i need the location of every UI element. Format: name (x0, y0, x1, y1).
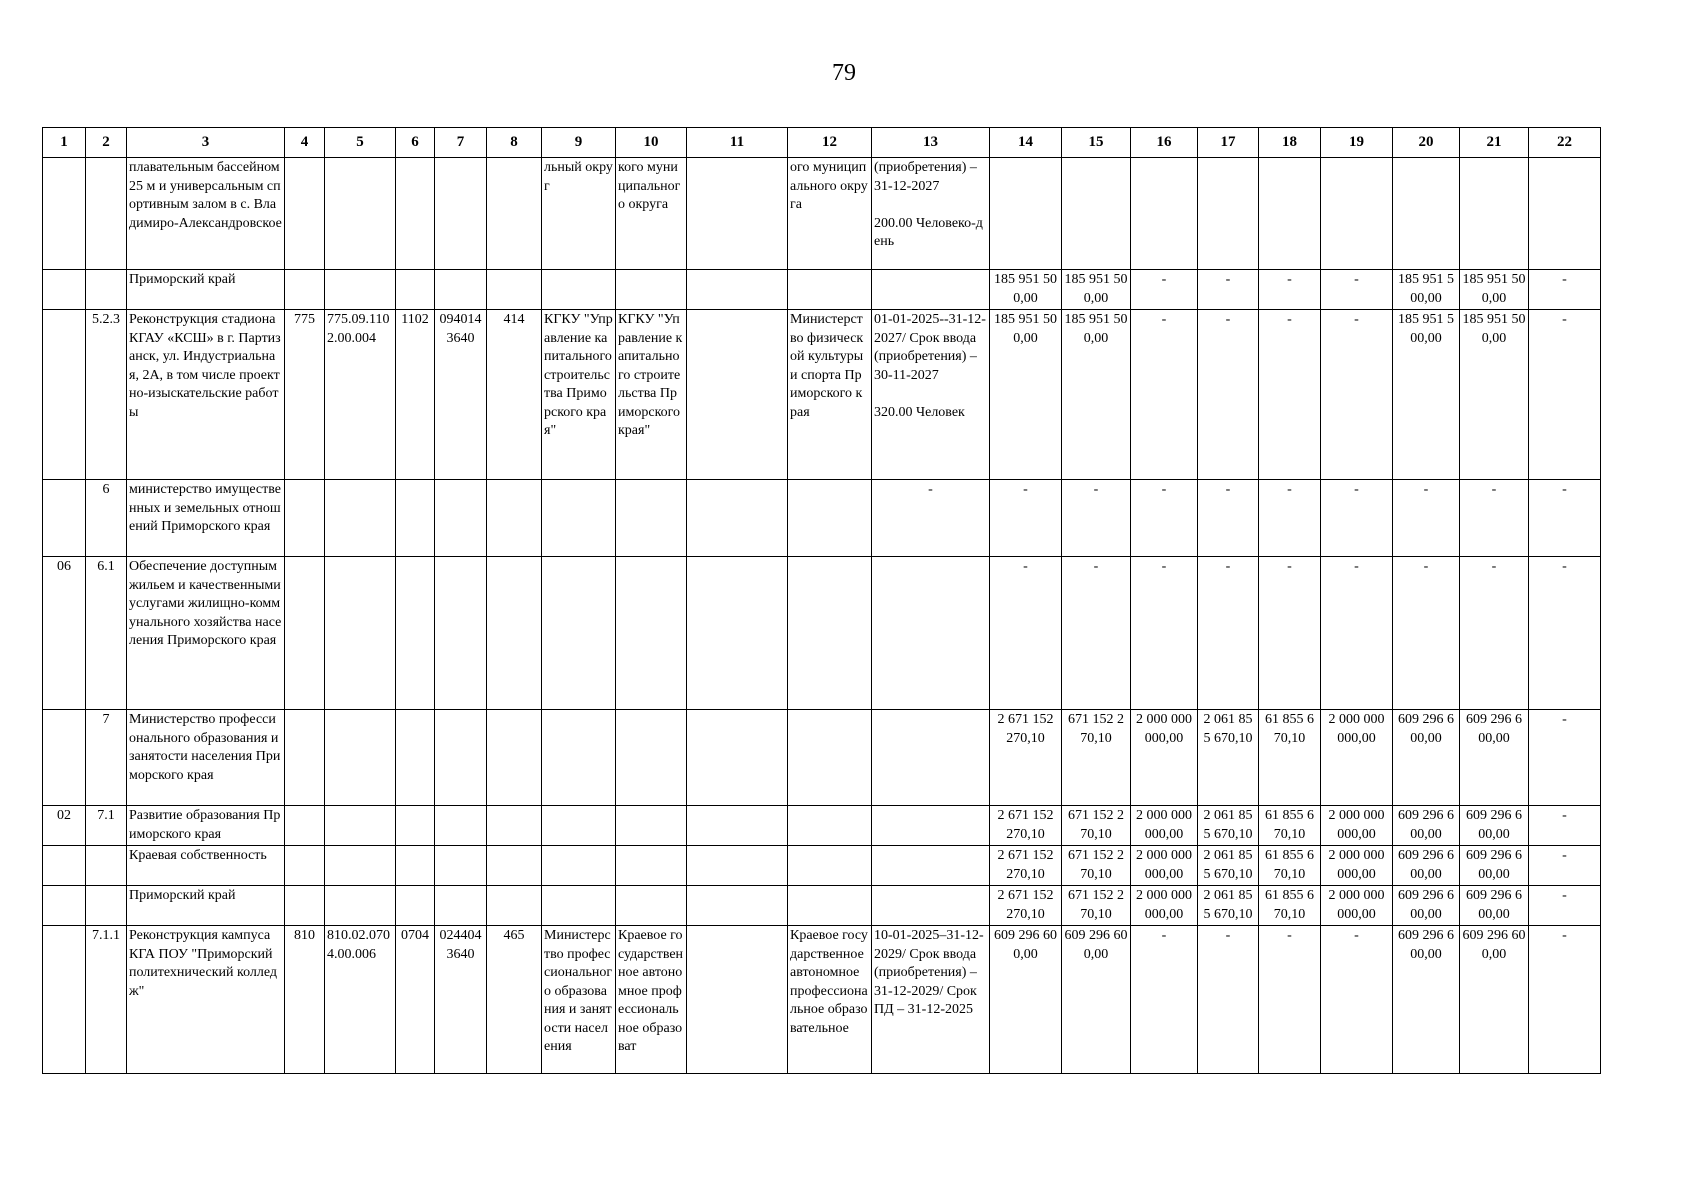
amount-cell: - (1259, 557, 1321, 710)
table-cell (435, 806, 487, 846)
amount-cell: 2 061 85 5 670,10 (1198, 886, 1259, 926)
amount-cell: - (1460, 557, 1529, 710)
amount-cell: - (1259, 310, 1321, 480)
header-cell: 10 (616, 128, 687, 158)
table-cell: КГКУ "Управление капитального строительства Приморского края" (542, 310, 616, 480)
term-cell: 01-01-2025--31-12-2027/ Срок ввода (приобретения) – 30-11-2027 320.00 Человек (872, 310, 990, 480)
table-cell (872, 886, 990, 926)
header-cell: 18 (1259, 128, 1321, 158)
table-cell (1198, 158, 1259, 270)
table-cell (396, 710, 435, 806)
object-name-cell: Краевая собственность (127, 846, 285, 886)
table-cell (542, 557, 616, 710)
table-cell (616, 557, 687, 710)
table-cell (325, 710, 396, 806)
amount-cell: 185 951 500,00 (1393, 310, 1460, 480)
table-cell (788, 557, 872, 710)
table-cell (285, 710, 325, 806)
amount-cell: - (1529, 806, 1601, 846)
amount-cell: 61 855 6 70,10 (1259, 886, 1321, 926)
table-cell (487, 270, 542, 310)
object-name-cell: Реконструкция стадиона КГАУ «КСШ» в г. Партизанск, ул. Индустриальная, 2А, в том числе проектно-изыскательские работы (127, 310, 285, 480)
term-cell: - (872, 480, 990, 557)
object-name-cell: Развитие образования Приморского края (127, 806, 285, 846)
table-cell (542, 480, 616, 557)
table-cell (788, 710, 872, 806)
amount-cell: 185 951 500,00 (1460, 310, 1529, 480)
amount-cell: - (1062, 480, 1131, 557)
table-row (43, 806, 1601, 846)
table-cell: 465 (487, 926, 542, 1074)
amount-cell: 2 000 000 000,00 (1131, 886, 1198, 926)
table-cell: Краевое государственное автономное профессиональное образоват (616, 926, 687, 1074)
table-cell (43, 710, 86, 806)
amount-cell: 609 296 6 00,00 (1460, 710, 1529, 806)
table-cell (1062, 158, 1131, 270)
amount-cell: - (1198, 557, 1259, 710)
table-cell (435, 886, 487, 926)
table-cell (285, 158, 325, 270)
amount-cell: - (1529, 710, 1601, 806)
table-cell (435, 557, 487, 710)
header-cell: 20 (1393, 128, 1460, 158)
amount-cell: 61 855 6 70,10 (1259, 846, 1321, 886)
table-cell: 810 (285, 926, 325, 1074)
header-cell: 3 (127, 128, 285, 158)
amount-cell: - (1321, 270, 1393, 310)
table-row (43, 310, 1601, 480)
table-cell (487, 710, 542, 806)
object-name-cell: Приморский край (127, 270, 285, 310)
term-cell: (приобретения) – 31-12-2027 200.00 Человеко-день (872, 158, 990, 270)
header-cell: 14 (990, 128, 1062, 158)
amount-cell: 2 000 000 000,00 (1321, 846, 1393, 886)
amount-cell: 2 000 000 000,00 (1321, 710, 1393, 806)
amount-cell: 609 296 600,00 (1460, 926, 1529, 1074)
header-cell: 19 (1321, 128, 1393, 158)
amount-cell: - (1198, 270, 1259, 310)
amount-cell: 185 951 500,00 (1062, 270, 1131, 310)
row-number-cell: 7.1.1 (86, 926, 127, 1074)
table-cell (687, 710, 788, 806)
table-cell (616, 270, 687, 310)
table-row (43, 710, 1601, 806)
table-cell (396, 270, 435, 310)
amount-cell: - (1393, 480, 1460, 557)
amount-cell: - (1131, 270, 1198, 310)
header-cell: 17 (1198, 128, 1259, 158)
amount-cell: - (1529, 310, 1601, 480)
table-cell (285, 806, 325, 846)
table-cell (616, 710, 687, 806)
amount-cell: 671 152 2 70,10 (1062, 710, 1131, 806)
table-cell (86, 270, 127, 310)
table-cell (43, 926, 86, 1074)
amount-cell: - (1393, 557, 1460, 710)
table-cell (687, 480, 788, 557)
table-cell: 1102 (396, 310, 435, 480)
table-cell (687, 270, 788, 310)
table-cell: ого муниципального округа (788, 158, 872, 270)
table-cell (487, 886, 542, 926)
amount-cell: - (1321, 310, 1393, 480)
table-cell (687, 886, 788, 926)
amount-cell: 609 296 6 00,00 (1460, 846, 1529, 886)
table-cell (285, 557, 325, 710)
amount-cell: 185 951 500,00 (1062, 310, 1131, 480)
amount-cell: 609 296 600,00 (1062, 926, 1131, 1074)
amount-cell: 2 000 000 000,00 (1321, 886, 1393, 926)
table-cell (616, 480, 687, 557)
table-cell (1131, 158, 1198, 270)
code-cell: 0244043640 (435, 926, 487, 1074)
table-cell (788, 806, 872, 846)
table-cell (325, 158, 396, 270)
amount-cell: - (990, 557, 1062, 710)
amount-cell: - (1529, 557, 1601, 710)
header-cell: 1 (43, 128, 86, 158)
table-cell (872, 557, 990, 710)
amount-cell: 2 000 000 000,00 (1131, 846, 1198, 886)
table-cell (396, 480, 435, 557)
object-name-cell: плавательным бассейном 25 м и универсальным спортивным залом в с. Владимиро-Александровское (127, 158, 285, 270)
table-cell (788, 270, 872, 310)
row-number-cell: 6 (86, 480, 127, 557)
table-cell (396, 557, 435, 710)
amount-cell: 671 152 2 70,10 (1062, 846, 1131, 886)
amount-cell: - (1131, 480, 1198, 557)
amount-cell: - (1259, 480, 1321, 557)
table-row (43, 846, 1601, 886)
amount-cell: 609 296 6 00,00 (1460, 886, 1529, 926)
table-cell (325, 557, 396, 710)
header-cell: 15 (1062, 128, 1131, 158)
table-cell (542, 886, 616, 926)
table-cell (43, 310, 86, 480)
table-cell (43, 158, 86, 270)
amount-cell: - (1198, 310, 1259, 480)
table-cell: Министерство профессионального образования и занятости населения (542, 926, 616, 1074)
table-cell (616, 806, 687, 846)
table-cell: Краевое государственное автономное профессиональное образовательное (788, 926, 872, 1074)
table-cell (616, 886, 687, 926)
table-row (43, 480, 1601, 557)
table-cell (86, 846, 127, 886)
table-cell (542, 270, 616, 310)
table-cell (990, 158, 1062, 270)
amount-cell: - (1131, 310, 1198, 480)
table-cell (396, 158, 435, 270)
amount-cell: - (1529, 886, 1601, 926)
term-cell: 10-01-2025–31-12-2029/ Срок ввода (приобретения) – 31-12-2029/ Срок ПД – 31-12-2025 (872, 926, 990, 1074)
amount-cell: 2 061 85 5 670,10 (1198, 710, 1259, 806)
row-number-cell: 6.1 (86, 557, 127, 710)
amount-cell: - (1198, 926, 1259, 1074)
table-cell (396, 806, 435, 846)
table-cell: КГКУ "Управление капитального строительства Приморского края" (616, 310, 687, 480)
table-cell (43, 480, 86, 557)
table-cell (86, 158, 127, 270)
header-row (43, 128, 1601, 158)
table-cell (1393, 158, 1460, 270)
row-number-cell: 5.2.3 (86, 310, 127, 480)
table-cell (1460, 158, 1529, 270)
header-cell: 12 (788, 128, 872, 158)
amount-cell: - (1259, 270, 1321, 310)
amount-cell: 2 000 000 000,00 (1131, 710, 1198, 806)
table-cell (1529, 158, 1601, 270)
header-cell: 6 (396, 128, 435, 158)
table-cell (86, 886, 127, 926)
code-cell: 775.09.1102.00.004 (325, 310, 396, 480)
table-cell (435, 846, 487, 886)
table-cell (1321, 158, 1393, 270)
table-cell (1259, 158, 1321, 270)
object-name-cell: Реконструкция кампуса КГА ПОУ "Приморский политехнический колледж" (127, 926, 285, 1074)
amount-cell: - (1460, 480, 1529, 557)
table-cell (325, 806, 396, 846)
table-cell (487, 480, 542, 557)
amount-cell: 2 061 85 5 670,10 (1198, 806, 1259, 846)
table-cell: льный округ (542, 158, 616, 270)
header-cell: 5 (325, 128, 396, 158)
table-row (43, 886, 1601, 926)
amount-cell: 185 951 500,00 (1460, 270, 1529, 310)
row-number-cell: 7 (86, 710, 127, 806)
table-cell (872, 806, 990, 846)
table-cell (435, 710, 487, 806)
table-cell (325, 480, 396, 557)
amount-cell: 2 000 000 000,00 (1321, 806, 1393, 846)
table-cell (487, 557, 542, 710)
amount-cell: 61 855 6 70,10 (1259, 710, 1321, 806)
table-row (43, 270, 1601, 310)
table-cell (43, 846, 86, 886)
table-cell (872, 710, 990, 806)
table-cell (285, 270, 325, 310)
header-cell: 9 (542, 128, 616, 158)
table-cell (872, 270, 990, 310)
amount-cell: 2 671 152 270,10 (990, 806, 1062, 846)
table-cell (435, 480, 487, 557)
table-cell: Министерство физической культуры и спорта Приморского края (788, 310, 872, 480)
object-name-cell: Приморский край (127, 886, 285, 926)
table-cell (687, 926, 788, 1074)
table-cell (542, 710, 616, 806)
table-cell (616, 846, 687, 886)
data-table (42, 127, 1601, 1074)
amount-cell: - (1259, 926, 1321, 1074)
table-cell (788, 480, 872, 557)
table-cell (542, 846, 616, 886)
table-cell (487, 846, 542, 886)
header-cell: 4 (285, 128, 325, 158)
amount-cell: 609 296 6 00,00 (1393, 806, 1460, 846)
table-cell: кого муниципального округа (616, 158, 687, 270)
amount-cell: 185 951 500,00 (1393, 270, 1460, 310)
header-cell: 11 (687, 128, 788, 158)
object-name-cell: министерство имущественных и земельных отношений Приморского края (127, 480, 285, 557)
table-cell (687, 806, 788, 846)
object-name-cell: Обеспечение доступным жильем и качественными услугами жилищно-коммунального хозяйства населения Приморского края (127, 557, 285, 710)
table-cell (687, 557, 788, 710)
amount-cell: 2 000 000 000,00 (1131, 806, 1198, 846)
table-cell (396, 886, 435, 926)
amount-cell: - (1321, 926, 1393, 1074)
amount-cell: 2 061 85 5 670,10 (1198, 846, 1259, 886)
amount-cell: - (1529, 480, 1601, 557)
table-cell (687, 310, 788, 480)
table-cell (285, 846, 325, 886)
table-cell (325, 886, 396, 926)
table-cell (285, 480, 325, 557)
header-cell: 16 (1131, 128, 1198, 158)
table-cell (43, 270, 86, 310)
page-number: 79 (832, 60, 856, 86)
code-cell: 06 (43, 557, 86, 710)
table-cell (542, 806, 616, 846)
amount-cell: 185 951 500,00 (990, 270, 1062, 310)
amount-cell: 609 296 600,00 (1393, 926, 1460, 1074)
header-cell: 7 (435, 128, 487, 158)
table-cell (788, 846, 872, 886)
table-cell (435, 158, 487, 270)
amount-cell: - (1529, 846, 1601, 886)
header-cell: 2 (86, 128, 127, 158)
amount-cell: - (990, 480, 1062, 557)
table-cell (325, 270, 396, 310)
table-cell (435, 270, 487, 310)
amount-cell: 609 296 600,00 (990, 926, 1062, 1074)
amount-cell: 185 951 500,00 (990, 310, 1062, 480)
amount-cell: 609 296 6 00,00 (1393, 886, 1460, 926)
amount-cell: 609 296 6 00,00 (1460, 806, 1529, 846)
amount-cell: 671 152 2 70,10 (1062, 886, 1131, 926)
table-cell (43, 886, 86, 926)
table-cell: 414 (487, 310, 542, 480)
code-cell: 810.02.0704.00.006 (325, 926, 396, 1074)
header-cell: 21 (1460, 128, 1529, 158)
amount-cell: 2 671 152 270,10 (990, 710, 1062, 806)
amount-cell: - (1062, 557, 1131, 710)
table-cell (687, 846, 788, 886)
amount-cell: 2 671 152 270,10 (990, 886, 1062, 926)
table-cell: 775 (285, 310, 325, 480)
header-cell: 13 (872, 128, 990, 158)
code-cell: 0940143640 (435, 310, 487, 480)
table-cell: 0704 (396, 926, 435, 1074)
amount-cell: - (1131, 926, 1198, 1074)
header-cell: 8 (487, 128, 542, 158)
table-cell (285, 886, 325, 926)
object-name-cell: Министерство профессионального образования и занятости населения Приморского края (127, 710, 285, 806)
amount-cell: 671 152 2 70,10 (1062, 806, 1131, 846)
table-cell (396, 846, 435, 886)
table-row (43, 557, 1601, 710)
table-cell (487, 806, 542, 846)
header-cell: 22 (1529, 128, 1601, 158)
table-cell (788, 886, 872, 926)
amount-cell: - (1131, 557, 1198, 710)
table-cell (872, 846, 990, 886)
amount-cell: 2 671 152 270,10 (990, 846, 1062, 886)
amount-cell: 609 296 6 00,00 (1393, 710, 1460, 806)
amount-cell: 609 296 6 00,00 (1393, 846, 1460, 886)
table-row (43, 158, 1601, 270)
row-number-cell: 7.1 (86, 806, 127, 846)
amount-cell: 61 855 6 70,10 (1259, 806, 1321, 846)
amount-cell: - (1198, 480, 1259, 557)
amount-cell: - (1529, 270, 1601, 310)
table-cell (325, 846, 396, 886)
amount-cell: - (1321, 557, 1393, 710)
amount-cell: - (1529, 926, 1601, 1074)
code-cell: 02 (43, 806, 86, 846)
amount-cell: - (1321, 480, 1393, 557)
table-cell (687, 158, 788, 270)
table-row (43, 926, 1601, 1074)
table-cell (487, 158, 542, 270)
